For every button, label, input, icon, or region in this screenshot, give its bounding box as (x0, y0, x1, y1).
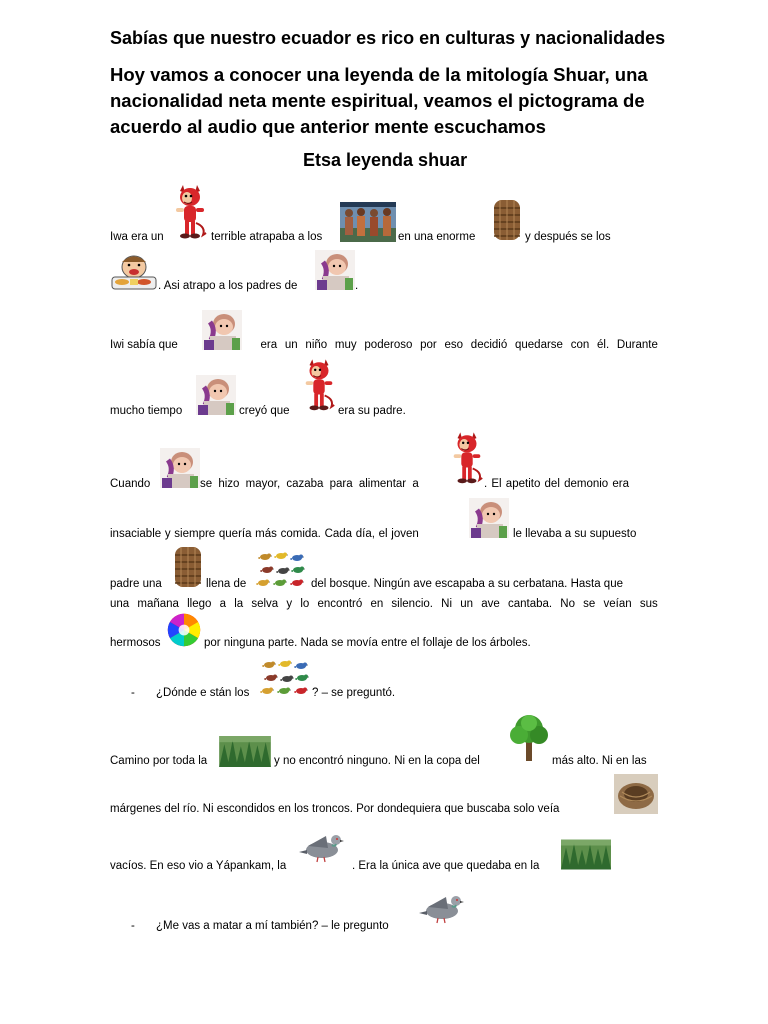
basket-icon (492, 197, 522, 243)
story-text: decidió (470, 339, 508, 351)
story-text: ave (481, 598, 500, 610)
dove-icon (418, 884, 470, 930)
story-line-8 (110, 598, 658, 610)
forest-photo (561, 839, 611, 870)
story-text: lo (300, 598, 310, 610)
story-text: silencio. (391, 598, 433, 610)
boy-cartoon-icon (160, 448, 200, 488)
story-text: se hizo mayor, cazaba para alimentar a (200, 478, 419, 490)
story-text: selva (251, 598, 279, 610)
page-title: Sabías que nuestro ecuador es rico en culturas y nacionalidades (110, 28, 666, 48)
devil-icon (300, 357, 338, 415)
story-text: padre una (110, 578, 162, 590)
story-text: poderoso (364, 339, 413, 351)
story-text: terrible atrapaba a los (211, 231, 323, 243)
story-text: y (286, 598, 293, 610)
story-text: en (370, 598, 384, 610)
story-text: llego (187, 598, 212, 610)
story-text: márgenes del río. Ni escondidos en los troncos. Por dondequiera que buscaba solo veía (110, 803, 560, 815)
eating-man-icon (110, 253, 158, 291)
story-text: cantaba. (507, 598, 553, 610)
story-text: Camino por toda la (110, 755, 208, 767)
story-line-3 (110, 339, 658, 351)
story-text: encontró (317, 598, 363, 610)
intro-line-3: acuerdo al audio que anterior mente escuchamos (110, 116, 546, 137)
story-text: ? – se preguntó. (312, 687, 396, 699)
story-text: por ninguna parte. Nada se movía entre el follaje de los árboles. (204, 637, 531, 649)
nest-icon (614, 774, 658, 814)
color-wheel-icon (166, 612, 202, 648)
story-text: le llevaba a su supuesto (513, 528, 637, 540)
story-text: a (219, 598, 227, 610)
basket-icon (173, 545, 203, 589)
story-text: . El apetito del demonio era (484, 478, 630, 490)
story-text: Durante (616, 339, 658, 351)
dialogue-dash: - (131, 920, 135, 932)
story-text: llena de (206, 578, 247, 590)
story-text: mucho tiempo (110, 405, 183, 417)
story-text: quedarse (515, 339, 563, 351)
story-text: . (355, 280, 359, 292)
story-text: en una enorme (398, 231, 476, 243)
story-text: se (583, 598, 596, 610)
story-text: y no encontró ninguno. Ni en la copa del (274, 755, 480, 767)
story-text: niño (305, 339, 328, 351)
story-text: Cuando (110, 478, 151, 490)
story-text: por (420, 339, 437, 351)
story-text: era (260, 339, 278, 351)
story-text: era su padre. (338, 405, 406, 417)
story-text: del bosque. Ningún ave escapaba a su cerbatana. Hasta que (311, 578, 623, 590)
story-text: con (570, 339, 590, 351)
story-text: una (110, 598, 130, 610)
story-text: y después se los (525, 231, 611, 243)
birds-icon (256, 550, 306, 590)
story-text: mañana (137, 598, 179, 610)
story-text: creyó que (239, 405, 290, 417)
story-text: hermosos (110, 637, 161, 649)
story-text: insaciable y siempre quería más comida. Cada día, el joven (110, 528, 419, 540)
story-text: Iwi sabía que (110, 339, 178, 351)
story-text: la (234, 598, 244, 610)
intro-line-1: Hoy vamos a conocer una leyenda de la mitología Shuar, una (110, 64, 648, 85)
devil-icon (448, 430, 486, 488)
story-text: veían (603, 598, 632, 610)
boy-cartoon-icon (469, 498, 509, 538)
tree-icon (509, 712, 549, 764)
birds-icon (260, 658, 310, 698)
story-text: Iwa era un (110, 231, 164, 243)
story-text: . Asi atrapo a los padres de (158, 280, 298, 292)
story-text: . Era la única ave que quedaba en la (352, 860, 540, 872)
story-text: ¿Me vas a matar a mí también? – le pregunto (156, 920, 389, 932)
story-text: eso (444, 339, 464, 351)
story-text: sus (639, 598, 658, 610)
people-photo (340, 202, 396, 242)
story-text: muy (334, 339, 357, 351)
story-text: más alto. Ni en las (552, 755, 647, 767)
forest-photo (219, 736, 271, 767)
story-text: vacíos. En eso vio a Yápankam, la (110, 860, 287, 872)
story-text: Ni (441, 598, 453, 610)
dove-icon (298, 824, 350, 868)
boy-cartoon-icon (202, 310, 242, 350)
story-text: ¿Dónde e stán los (156, 687, 250, 699)
legend-subtitle: Etsa leyenda shuar (303, 150, 468, 170)
intro-line-2: nacionalidad neta mente espiritual, veamos el pictograma de (110, 90, 645, 111)
story-text: un (284, 339, 298, 351)
dialogue-dash: - (131, 687, 135, 699)
devil-icon (170, 183, 210, 243)
story-text: un (460, 598, 474, 610)
story-text: él. (597, 339, 610, 351)
boy-cartoon-icon (315, 250, 355, 290)
boy-cartoon-icon (196, 375, 236, 415)
story-text: No (560, 598, 575, 610)
